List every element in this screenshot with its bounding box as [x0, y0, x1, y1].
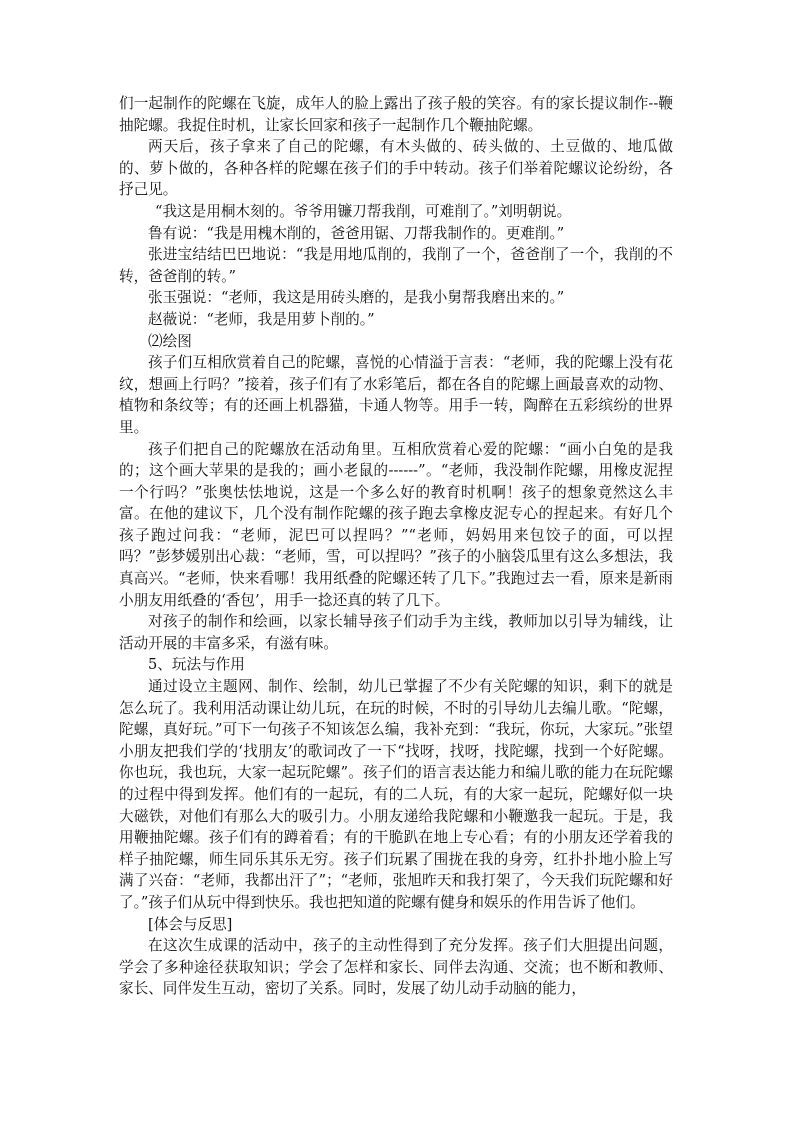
paragraph-tops-brought: 两天后，孩子拿来了自己的陀螺，有木头做的、砖头做的、土豆做的、地瓜做的、萝卜做的，各种各样的陀螺在孩子们的手中转动。孩子们举着陀螺议论纷纷，各抒己见。 — [119, 138, 673, 199]
paragraph-reflection: 在这次生成课的活动中，孩子的主动性得到了充分发挥。孩子们大胆提出问题，学会了多种途径获取知识；学会了怎样和家长、同伴去沟通、交流；也不断和教师、家长、同伴发生互动，密切了关系。同时，发展了幼儿动手动脑的能力， — [119, 937, 673, 998]
document-page — [119, 93, 673, 1000]
quote-lu-you: 鲁有说：“我是用槐木削的，爸爸用锯、刀帮我制作的。更难削。” — [148, 224, 565, 242]
section-heading-play: 5、玩法与作用 — [148, 656, 245, 674]
section-heading-drawing: ⑵绘图 — [148, 332, 192, 350]
paragraph-summary: 对孩子的制作和绘画，以家长辅导孩子们动手为主线，教师加以引导为辅线，让活动开展的丰富多采，有滋有味。 — [119, 613, 673, 652]
quote-liu-mingchao: “我这是用桐木刻的。爷爷用镰刀帮我削，可难削了。”刘明朝说。 — [155, 202, 572, 220]
paragraph-drawing: 孩子们互相欣赏着自己的陀螺，喜悦的心情溢于言表：“老师，我的陀螺上没有花纹，想画上行吗？”接着，孩子们有了水彩笔后，都在各自的陀螺上画最喜欢的动物、植物和条纹等；有的还画上机器猫，卡通人物等。用手一转，陶醉在五彩缤纷的世界里。 — [119, 354, 673, 436]
quote-zhang-yuqiang: 张玉强说：“老师，我这是用砖头磨的，是我小舅帮我磨出来的。” — [148, 289, 565, 307]
quote-zhao-wei: 赵薇说：“老师，我是用萝卜削的。” — [148, 310, 375, 328]
paragraph-activity-corner: 孩子们把自己的陀螺放在活动角里。互相欣赏着心爱的陀螺：“画小白兔的是我的；这个画大苹果的是我的；画小老鼠的------”。“老师，我没制作陀螺，用橡皮泥捏一个行吗？”张奥怯怯地说，这是一个多么好的教育时机啊！孩子的想象竟然这么丰富。在他的建议下，几个没有制作陀螺的孩子跑去拿橡皮泥专心的捏起来。有好几个孩子跑过问我：“老师，泥巴可以捏吗？”“老师，妈妈用来包饺子的面，可以捏吗？”彭梦媛别出心裁：“老师，雪，可以捏吗？”孩子的小脑袋瓜里有这么多想法，我真高兴。“老师，快来看哪！我用纸叠的陀螺还转了几下。”我跑过去一看，原来是新雨小朋友用纸叠的‘香包’，用手一捻还真的转了几下。 — [119, 440, 673, 609]
paragraph-play: 通过设立主题网、制作、绘制，幼儿已掌握了不少有关陀螺的知识，剩下的就是怎么玩了。我利用活动课让幼儿玩，在玩的时候，不时的引导幼儿去编儿歌。“陀螺，陀螺，真好玩。”可下一句孩子不知该怎么编，我补充到：“我玩，你玩，大家玩。”张望小朋友把我们学的‘找朋友’的歌词改了一下“找呀，找呀，找陀螺，找到一个好陀螺。你也玩，我也玩，大家一起玩陀螺”。孩子们的语言表达能力和编儿歌的能力在玩陀螺的过程中得到发挥。他们有的一起玩，有的二人玩，有的大家一起玩，陀螺好似一块大磁铁，对他们有那么大的吸引力。小朋友递给我陀螺和小鞭邀我一起玩。于是，我用鞭抽陀螺。孩子们有的蹲着看；有的干脆趴在地上专心看；有的小朋友还学着我的样子抽陀螺，师生同乐其乐无穷。孩子们玩累了围拢在我的身旁，红扑扑地小脸上写满了兴奋：“老师，我都出汗了”；“老师，张旭昨天和我打架了，今天我们玩陀螺和好了。”孩子们从玩中得到快乐。我也把知道的陀螺有健身和娱乐的作用告诉了他们。 — [119, 678, 673, 911]
section-heading-reflection: [体会与反思] — [148, 915, 233, 933]
quote-zhang-jinbao: 张进宝结结巴巴地说：“我是用地瓜削的，我削了一个，爸爸削了一个，我削的不转，爸爸削的转。” — [119, 246, 673, 285]
paragraph-continuation: 们一起制作的陀螺在飞旋，成年人的脸上露出了孩子般的笑容。有的家长提议制作--鞭抽陀螺。我捉住时机，让家长回家和孩子一起制作几个鞭抽陀螺。 — [119, 95, 673, 134]
